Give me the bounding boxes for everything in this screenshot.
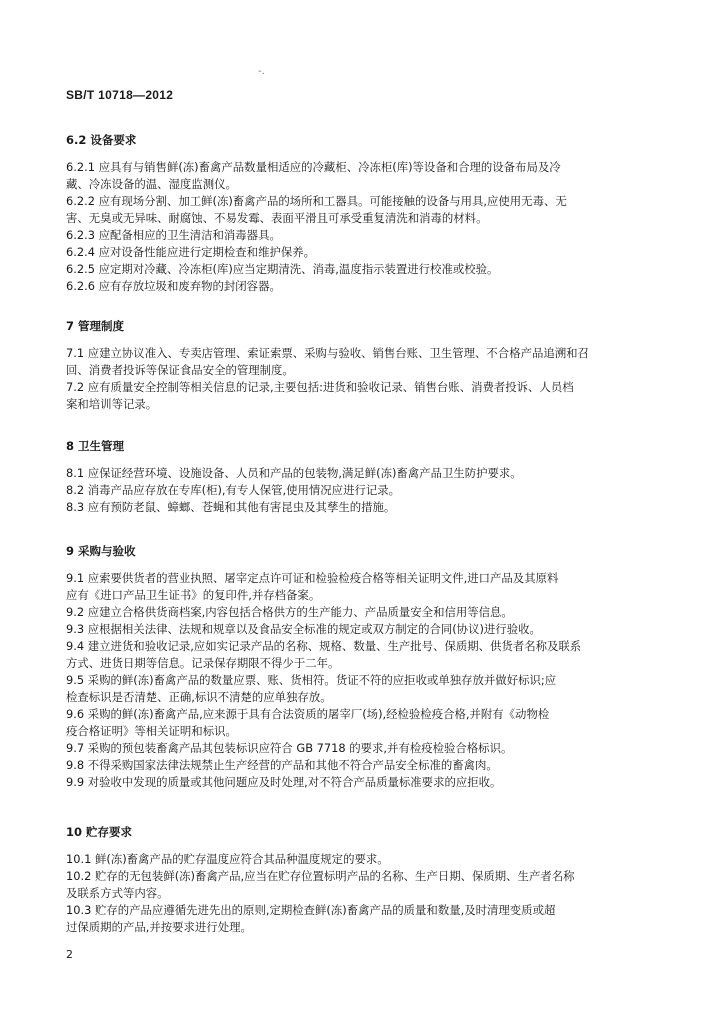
clause-line: 方式、进货日期等信息。记录保存期限不得少于二年。 <box>66 656 340 670</box>
section-heading: 10 贮存要求 <box>66 825 133 839</box>
clause-line: 6.2.5 应定期对冷藏、冷冻柜(库)应当定期清洗、消毒,温度指示装置进行校准或校验。 <box>66 262 499 276</box>
clause-line: 回、消费者投诉等保证食品安全的管理制度。 <box>66 363 294 377</box>
clause-line: 7.1 应建立协议准入、专卖店管理、索证索票、采购与验收、销售台账、卫生管理、不合格产品追溯和召 <box>66 346 589 360</box>
standard-code: SB/T 10718—2012 <box>66 88 174 102</box>
clause-line: 10.1 鲜(冻)畜禽产品的贮存温度应符合其品种温度规定的要求。 <box>66 852 389 866</box>
clause-line: 9.5 采购的鲜(冻)畜禽产品的数量应票、账、货相符。货证不符的应拒收或单独存放并做好标识;应 <box>66 673 557 687</box>
clause-line: 6.2.2 应有现场分割、加工鲜(冻)畜禽产品的场所和工器具。可能接触的设备与用具,应使用无毒、无 <box>66 194 567 208</box>
clause-line: 应有《进口产品卫生证书》的复印件,并存档备案。 <box>66 588 321 602</box>
clause-line: 及联系方式等内容。 <box>66 886 169 900</box>
clause-line: 9.3 应根据相关法律、法规和规章以及食品安全标准的规定或双方制定的合同(协议)进行验收。 <box>66 622 541 636</box>
clause-line: 10.2 贮存的无包装鲜(冻)畜禽产品,应当在贮存位置标明产品的名称、生产日期、保质期、生产者名称 <box>66 869 575 883</box>
section-10 <box>66 824 638 936</box>
clause-line: 8.3 应有预防老鼠、蟑螂、苍蝇和其他有害昆虫及其孳生的措施。 <box>66 500 396 514</box>
section-heading: 7 管理制度 <box>66 319 125 333</box>
clause-line: 9.2 应建立合格供货商档案,内容包括合格供方的生产能力、产品质量安全和信用等信息。 <box>66 605 513 619</box>
clause-line: 9.8 不得采购国家法律法规禁止生产经营的产品和其他不符合产品安全标准的畜禽肉。 <box>66 758 498 772</box>
clause-line: 7.2 应有质量安全控制等相关信息的记录,主要包括:进货和验收记录、销售台账、消费者投诉、人员档 <box>66 380 574 394</box>
clause-line: 6.2.1 应具有与销售鲜(冻)畜禽产品数量相适应的冷藏柜、冷冻柜(库)等设备和合理的设备布局及冷 <box>66 160 561 174</box>
clause-line: 9.9 对验收中发现的质量或其他问题应及时处理,对不符合产品质量标准要求的应拒收。 <box>66 775 502 789</box>
section-6-2 <box>66 132 638 295</box>
clause-line: 6.2.3 应配备相应的卫生清洁和消毒器具。 <box>66 228 281 242</box>
section-heading: 6.2 设备要求 <box>66 133 137 147</box>
clause-line: 9.4 建立进货和验收记录,应如实记录产品的名称、规格、数量、生产批号、保质期、供货者名称及联系 <box>66 639 582 653</box>
clause-line: 9.6 采购的鲜(冻)畜禽产品,应来源于具有合法资质的屠宰厂(场),经检验检疫合格,并附有《动物检 <box>66 707 550 721</box>
clause-line: 6.2.6 应有存放垃圾和废弃物的封闭容器。 <box>66 279 281 293</box>
section-9 <box>66 543 638 791</box>
clause-line: 10.3 贮存的产品应遵循先进先出的原则,定期检查鲜(冻)畜禽产品的质量和数量,及时清理变质或超 <box>66 903 556 917</box>
clause-line: 8.1 应保证经营环境、设施设备、人员和产品的包装物,满足鲜(冻)畜禽产品卫生防护要求。 <box>66 466 522 480</box>
section-heading: 8 卫生管理 <box>66 439 125 453</box>
clause-line: 8.2 消毒产品应存放在专库(柜),有专人保管,使用情况应进行记录。 <box>66 483 401 497</box>
section-8 <box>66 438 638 516</box>
clause-line: 案和培训等记录。 <box>66 397 158 411</box>
page-number: 2 <box>66 948 73 961</box>
section-heading: 9 采购与验收 <box>66 544 136 558</box>
scan-mark: -. <box>258 66 265 77</box>
clause-line: 害、无臭或无异味、耐腐蚀、不易发霉、表面平滑且可承受重复清洗和消毒的材料。 <box>66 211 488 225</box>
clause-line: 9.1 应索要供货者的营业执照、屠宰定点许可证和检验检疫合格等相关证明文件,进口产品及其原料 <box>66 571 559 585</box>
clause-line: 疫合格证明》等相关证明和标识。 <box>66 724 237 738</box>
section-7 <box>66 318 638 413</box>
clause-line: 检查标识是否清楚、正确,标识不清楚的应单独存放。 <box>66 690 332 704</box>
clause-line: 藏、冷冻设备的温、湿度监测仪。 <box>66 177 237 191</box>
clause-line: 9.7 采购的预包装畜禽产品其包装标识应符合 GB 7718 的要求,并有检疫检验合格标识。 <box>66 741 513 755</box>
clause-line: 过保质期的产品,并按要求进行处理。 <box>66 920 252 934</box>
clause-line: 6.2.4 应对设备性能应进行定期检查和维护保养。 <box>66 245 316 259</box>
